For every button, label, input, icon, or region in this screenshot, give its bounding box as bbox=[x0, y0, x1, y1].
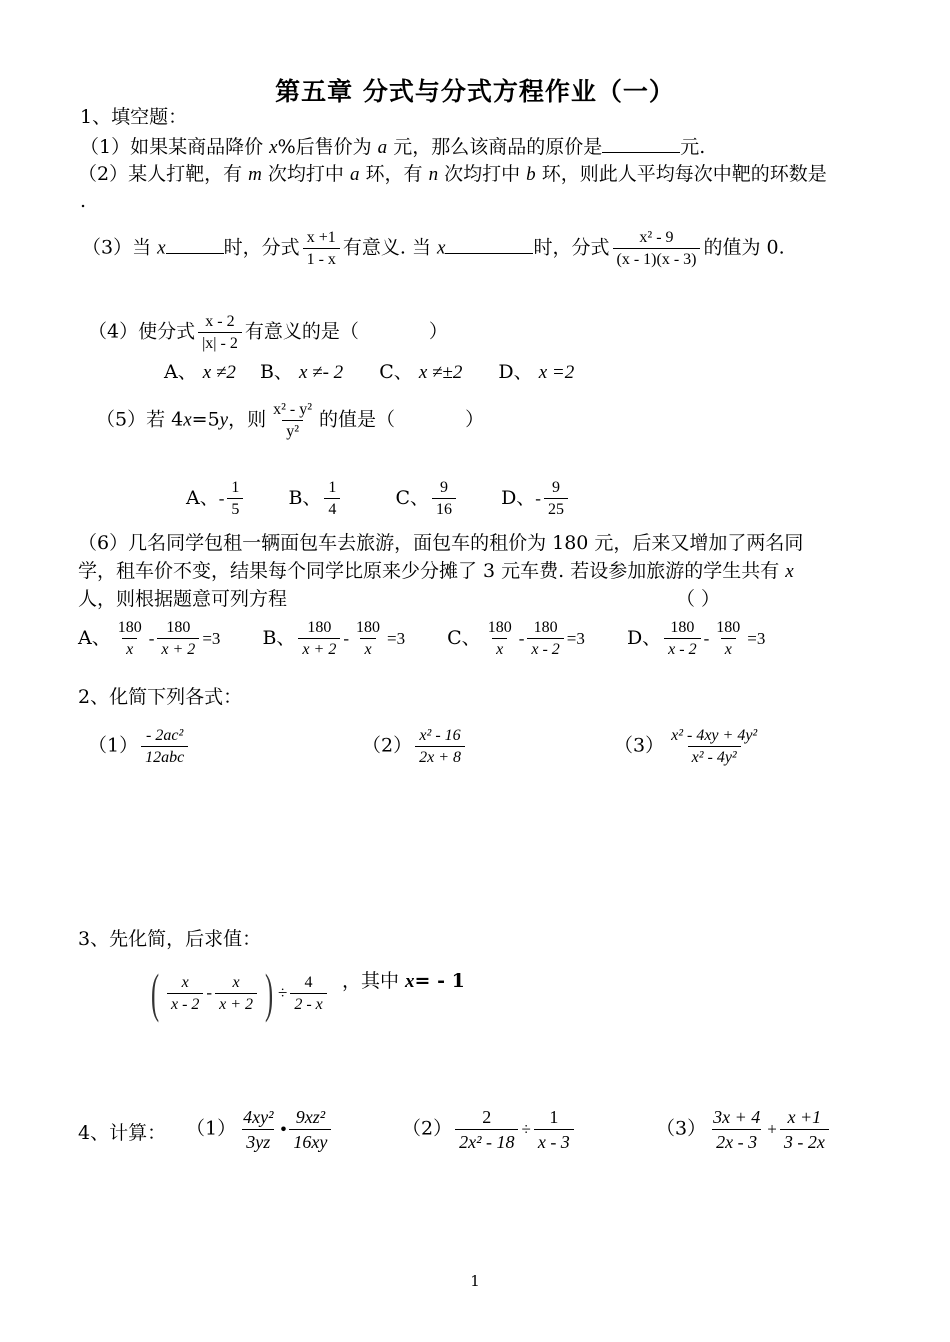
answer-blank[interactable] bbox=[445, 235, 533, 254]
question-1-4: （4）使分式 $\frac{x - 2}{|x| - 2}$ 有意义的是（ ） bbox=[88, 313, 448, 352]
answer-blank[interactable] bbox=[602, 134, 680, 153]
option-c[interactable]: C、 x ≠±2 bbox=[379, 361, 463, 383]
fraction: $\frac{4}{2 - x}$ bbox=[290, 973, 326, 1014]
page-number: 1 bbox=[470, 1272, 480, 1290]
fraction: $\frac{9}{25}$ bbox=[544, 478, 568, 519]
section-2-heading: 2、化简下列各式： bbox=[78, 686, 243, 708]
fraction: $\frac{x}{x - 2}$ bbox=[167, 973, 203, 1014]
fraction: $\frac{9}{16}$ bbox=[432, 478, 456, 519]
question-1-3: （3）当 x 时，分式 $\frac{x +1}{1 - x}$ 有意义. 当 x 时，分式 $\frac{\text{x² - 9}}{(x - 1)(x - 3)}$ 的值为 0. bbox=[82, 229, 785, 268]
fraction: $\frac{180}{x}$ bbox=[356, 619, 380, 658]
fraction: $\frac{\text{x² - 9}}{(x - 1)(x - 3)}$ bbox=[613, 228, 701, 269]
question-1-6-paren: （ ） bbox=[676, 588, 721, 610]
section-4-heading: 4、计算： bbox=[78, 1122, 167, 1144]
question-1-1: （1）如果某商品降价 x%后售价为 a 元，那么该商品的原价是 元. bbox=[80, 136, 706, 158]
compute-2: （2） $\frac{2}{\text{2x² - 18}}$ ÷ $\frac{1}{x - 3}$ bbox=[402, 1106, 577, 1153]
option-b[interactable]: B、 x ≠- 2 bbox=[259, 361, 344, 383]
question-1-6-line2: 学，租车价不变，结果每个同学比原来少分摊了 3 元车费. 若设参加旅游的学生共有 x bbox=[78, 560, 794, 582]
option-d[interactable]: D、 x =2 bbox=[498, 361, 575, 383]
option-b[interactable]: B、 $\frac{180}{x + 2}$ - $\frac{180}{x}$ =3 bbox=[262, 619, 406, 658]
fraction: $\frac{180}{x + 2}$ bbox=[157, 618, 199, 659]
option-d[interactable]: D、- $\frac{9}{25}$ bbox=[501, 487, 571, 509]
evaluate-expression: ( $\frac{x}{x - 2}$ - $\frac{x}{x + 2}$ ) ÷ $\frac{4}{2 - x}$ bbox=[146, 966, 330, 1020]
fraction: $\frac{180}{x + 2}$ bbox=[298, 618, 340, 659]
fraction: $\frac{180}{x - 2}$ bbox=[664, 618, 700, 659]
simplify-3: （3） $\frac{\text{x² - 4xy + 4y²}}{\text{x² - 4y²}}$ bbox=[614, 726, 764, 767]
answer-blank[interactable] bbox=[166, 235, 224, 254]
option-a[interactable]: A、- $\frac{1}{5}$ bbox=[186, 487, 246, 509]
fraction: $\frac{180}{x}$ bbox=[716, 619, 741, 658]
fraction: $\frac{\text{x² - 16}}{2x + 8}$ bbox=[415, 726, 465, 767]
fraction: $\frac{x +1}{1 - x}$ bbox=[303, 228, 340, 269]
option-c[interactable]: C、 $\frac{180}{x}$ - $\frac{180}{x - 2}$ =3 bbox=[447, 619, 585, 658]
question-1-5-options bbox=[186, 478, 571, 519]
fraction: $\frac{\text{x² - 4xy + 4y²}}{\text{x² - 4y²}}$ bbox=[671, 727, 758, 766]
option-b[interactable]: B、 $\frac{1}{4}$ bbox=[288, 487, 343, 509]
fraction: $\frac{x - 2}{|x| - 2}$ bbox=[198, 312, 242, 353]
fraction: $\frac{\text{- 2ac²}}{\text{12abc}}$ bbox=[141, 726, 188, 767]
fraction: $\frac{x}{x + 2}$ bbox=[215, 973, 257, 1014]
option-a[interactable]: A、 x ≠2 bbox=[164, 361, 236, 383]
question-1-2-answer-dot: . bbox=[80, 190, 87, 212]
fraction: $\frac{\text{9xz²}}{16xy}$ bbox=[289, 1106, 331, 1153]
fraction: $\frac{1}{4}$ bbox=[324, 478, 340, 519]
question-1-6-options bbox=[78, 618, 765, 659]
fraction: $\frac{2}{\text{2x² - 18}}$ bbox=[455, 1106, 518, 1153]
page-title: 第五章 分式与分式方程作业（一） bbox=[275, 77, 675, 106]
option-c[interactable]: C、 $\frac{9}{16}$ bbox=[395, 487, 459, 509]
fraction: $\frac{\text{4xy²}}{3yz}$ bbox=[243, 1107, 274, 1152]
compute-1: （1） $\frac{\text{4xy²}}{3yz}$ • $\frac{\text{9xz²}}{16xy}$ bbox=[186, 1106, 334, 1153]
section-1-heading: 1、填空题： bbox=[80, 106, 188, 128]
option-d[interactable]: D、 $\frac{180}{x - 2}$ - $\frac{180}{x}$ =3 bbox=[626, 619, 766, 658]
fraction: $\frac{3x + 4}{2x - 3}$ bbox=[713, 1107, 761, 1152]
fraction: $\frac{180}{x}$ bbox=[117, 619, 142, 658]
section-3-heading: 3、先化简，后求值： bbox=[78, 928, 262, 950]
fraction: $\frac{180}{x}$ bbox=[487, 619, 512, 658]
option-a[interactable]: A、 $\frac{180}{x}$ - $\frac{180}{x + 2}$ =3 bbox=[78, 619, 221, 658]
fraction: $\frac{180}{x - 2}$ bbox=[527, 618, 563, 659]
compute-3: （3） $\frac{3x + 4}{2x - 3}$ + $\frac{x +1}{3 - 2x}$ bbox=[656, 1106, 832, 1153]
question-1-2: （2）某人打靶，有 m 次均打中 a 环，有 n 次均打中 b 环，则此人平均每次中靶的环数是 bbox=[78, 163, 827, 185]
question-1-5: （5）若 4x=5y，则 $\frac{\text{x² - y²}}{\text{y²}}$ 的值是（ ） bbox=[96, 401, 485, 440]
simplify-2: （2） $\frac{\text{x² - 16}}{2x + 8}$ bbox=[362, 726, 468, 767]
evaluate-condition: ，其中 x= - 1 bbox=[342, 970, 465, 992]
fraction: $\frac{x +1}{3 - 2x}$ bbox=[780, 1106, 829, 1153]
fraction: $\frac{1}{x - 3}$ bbox=[534, 1106, 574, 1153]
question-1-6-line1: （6）几名同学包租一辆面包车去旅游，面包车的租价为 180 元，后来又增加了两名同 bbox=[78, 532, 804, 554]
question-1-4-options bbox=[164, 359, 574, 386]
simplify-1: （1） $\frac{\text{- 2ac²}}{\text{12abc}}$ bbox=[88, 726, 191, 767]
fraction: $\frac{1}{5}$ bbox=[227, 478, 243, 519]
fraction: $\frac{\text{x² - y²}}{\text{y²}}$ bbox=[273, 401, 313, 440]
question-1-6-line3: 人，则根据题意可列方程 bbox=[78, 588, 288, 610]
